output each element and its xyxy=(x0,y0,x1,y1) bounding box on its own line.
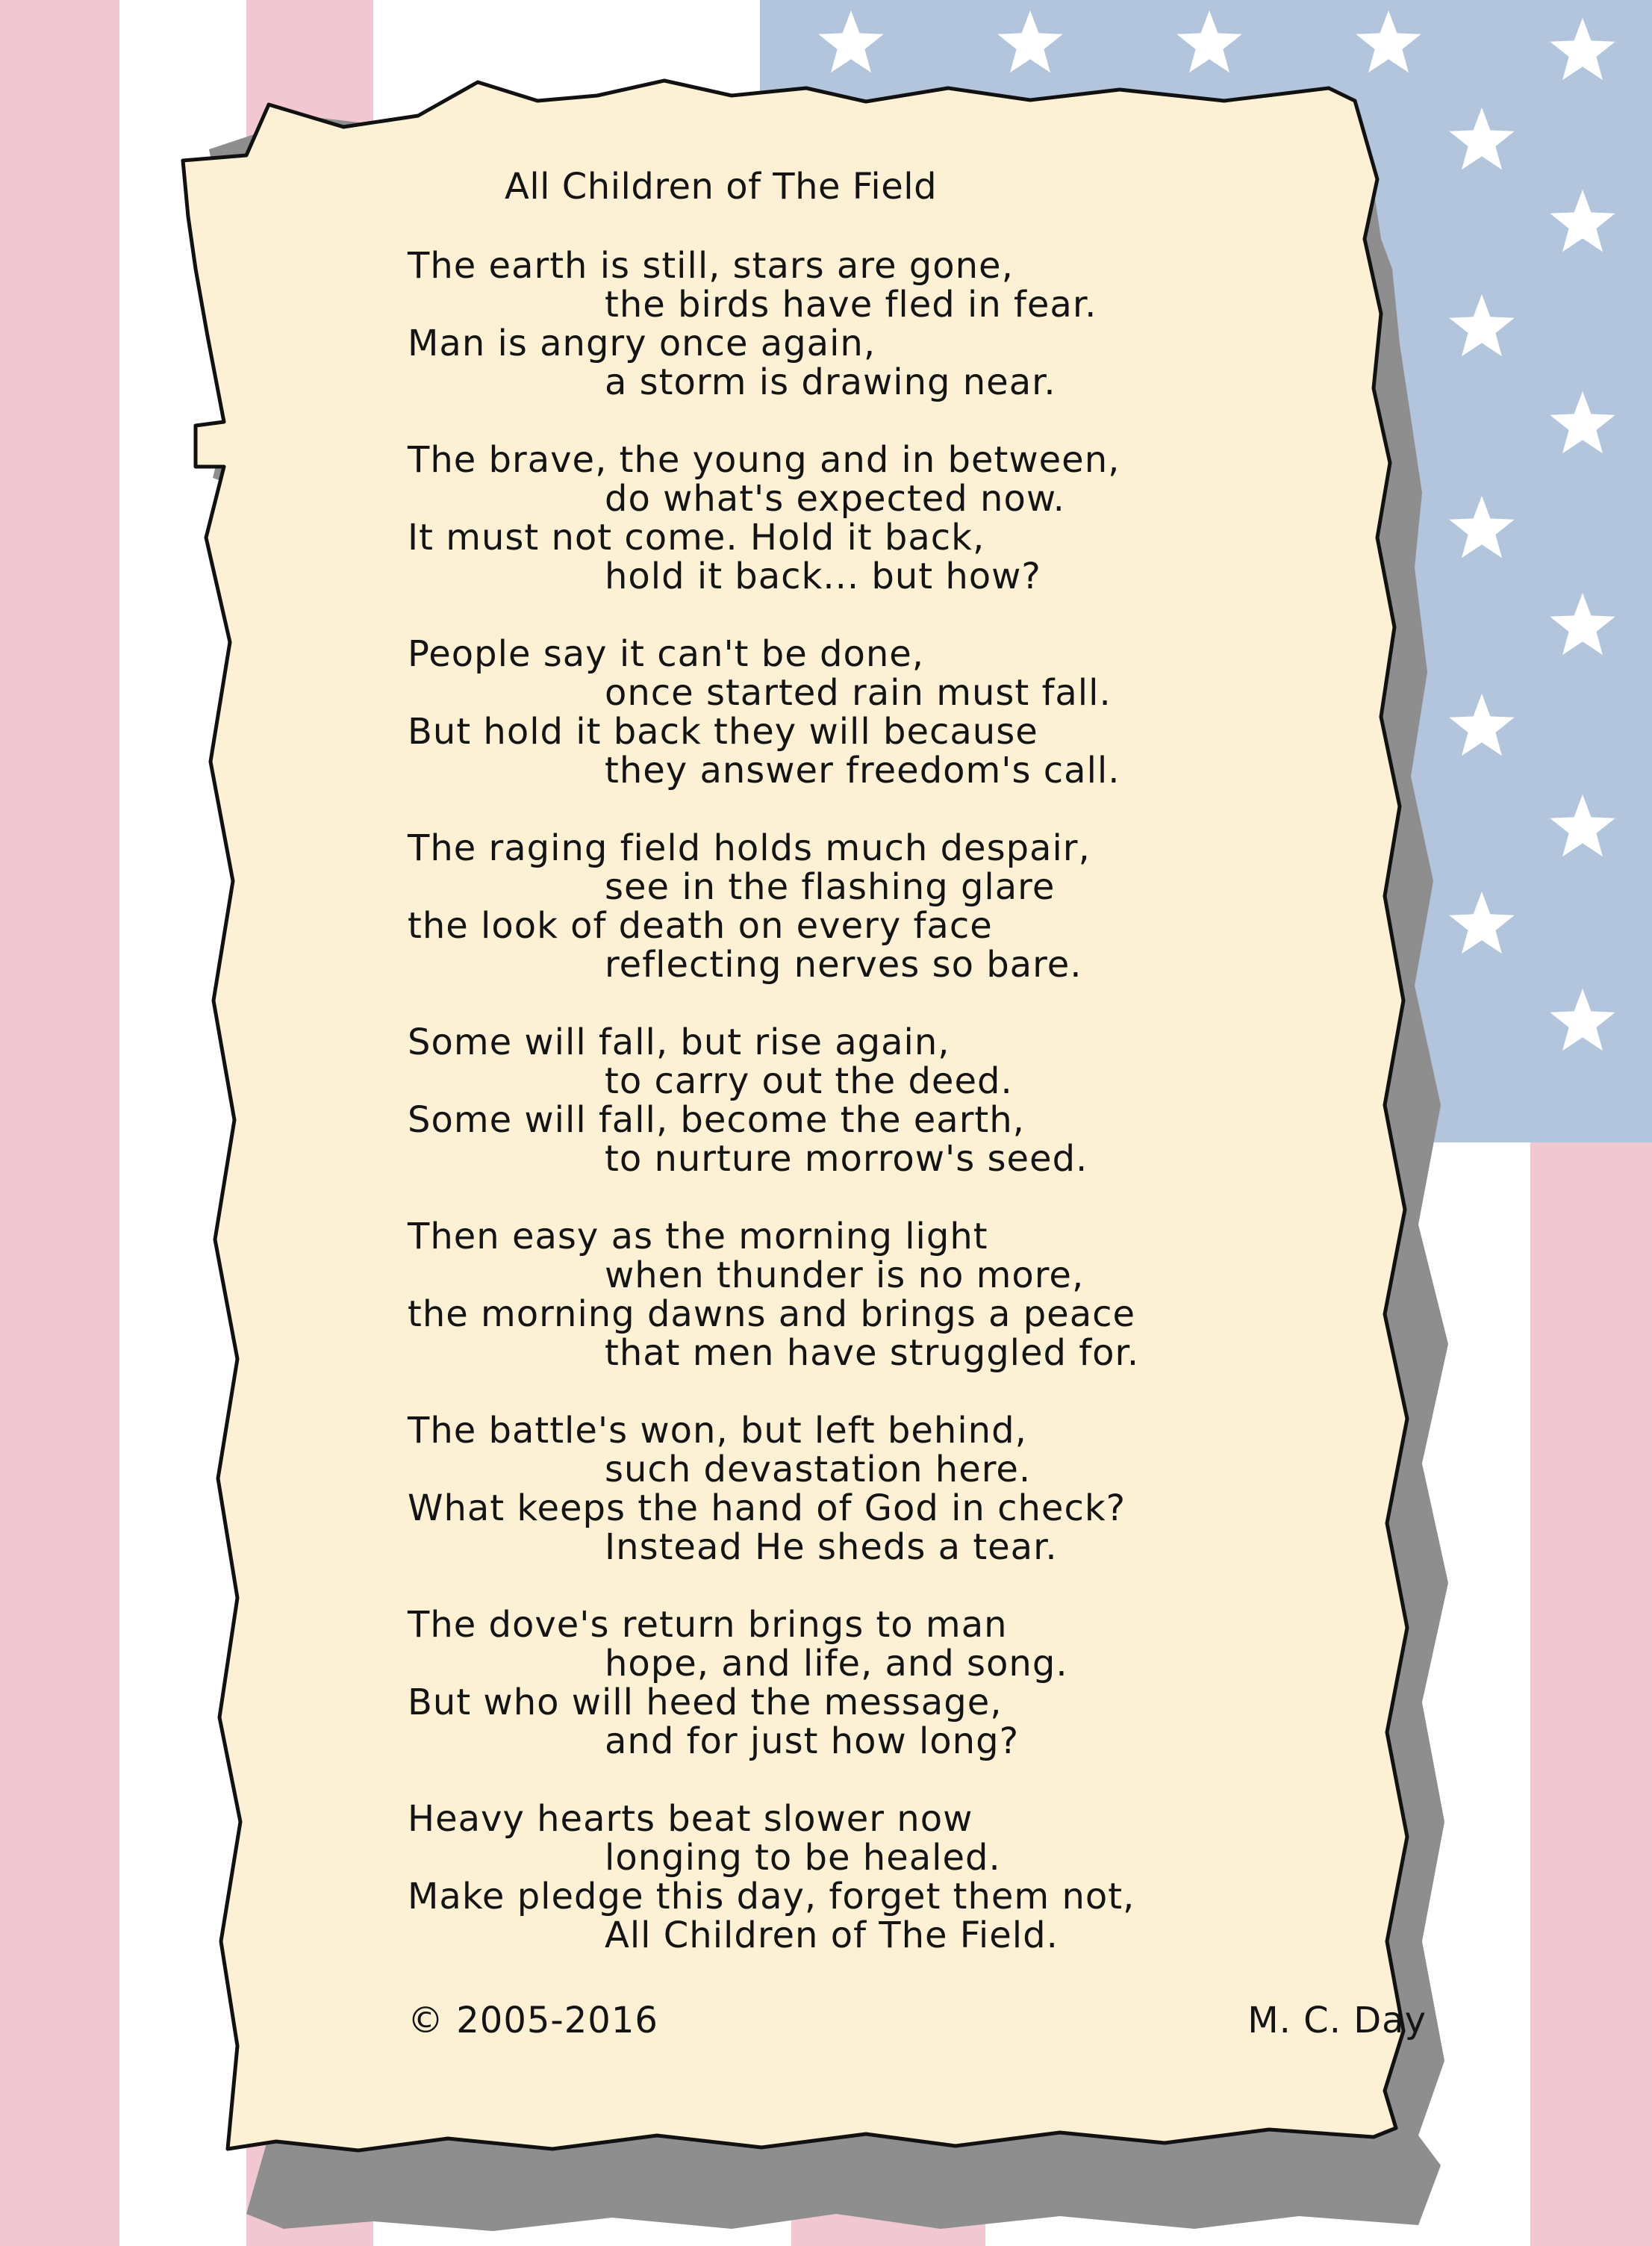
poem-line: What keeps the hand of God in check? xyxy=(408,1487,1126,1529)
poem-line: The battle's won, but left behind, xyxy=(408,1410,1027,1452)
poem-line: People say it can't be done, xyxy=(408,633,925,675)
poem-line: Heavy hearts beat slower now xyxy=(408,1798,973,1840)
stanza xyxy=(408,1217,1378,1372)
poem-line: Instead He sheds a tear. xyxy=(605,1526,1058,1568)
poem-line: The earth is still, stars are gone, xyxy=(408,245,1014,287)
stanza xyxy=(408,829,1378,984)
poem-line: the look of death on every face xyxy=(408,905,993,947)
poem-line: longing to be healed. xyxy=(605,1837,1001,1879)
poem-line: Then easy as the morning light xyxy=(408,1216,988,1257)
poem-line: Make pledge this day, forget them not, xyxy=(408,1876,1135,1917)
poem-line: hope, and life, and song. xyxy=(605,1643,1068,1684)
poem-line: The dove's return brings to man xyxy=(408,1604,1008,1646)
red-stripe xyxy=(0,0,119,2246)
poem-line: see in the flashing glare xyxy=(605,866,1056,908)
poem-line: to carry out the deed. xyxy=(605,1060,1013,1102)
poem-line: that men have struggled for. xyxy=(605,1332,1140,1374)
poem-line: But hold it back they will because xyxy=(408,711,1038,753)
stanza xyxy=(408,441,1378,596)
poem-line: they answer freedom's call. xyxy=(605,750,1120,791)
poem-line: and for just how long? xyxy=(605,1720,1020,1762)
poem-line: hold it back... but how? xyxy=(605,556,1041,597)
copyright-notice: © 2005-2016 xyxy=(408,2000,658,2041)
poem-line: the morning dawns and brings a peace xyxy=(408,1293,1136,1335)
poem-body xyxy=(408,246,1378,1994)
poem-line: Man is angry once again, xyxy=(408,323,876,364)
poem-line: But who will heed the message, xyxy=(408,1682,1003,1723)
stanza xyxy=(408,1605,1378,1761)
stanza xyxy=(408,635,1378,790)
stanza xyxy=(408,1411,1378,1567)
author-name: M. C. Day xyxy=(1247,2000,1427,2041)
stanza xyxy=(408,1799,1378,1955)
stanza xyxy=(408,1023,1378,1178)
poem-line: when thunder is no more, xyxy=(605,1254,1085,1296)
poem-line: reflecting nerves so bare. xyxy=(605,944,1082,986)
poem-line: a storm is drawing near. xyxy=(605,361,1056,403)
poem-line: The brave, the young and in between, xyxy=(408,439,1120,481)
poem-line: The raging field holds much despair, xyxy=(408,827,1091,869)
poem-line: do what's expected now. xyxy=(605,478,1065,520)
poem-line: Some will fall, become the earth, xyxy=(408,1099,1025,1141)
poem-line: Some will fall, but rise again, xyxy=(408,1021,950,1063)
stanza xyxy=(408,246,1378,402)
poem-line: the birds have fled in fear. xyxy=(605,284,1097,326)
poem-line: such devastation here. xyxy=(605,1449,1032,1490)
poem-line: to nurture morrow's seed. xyxy=(605,1138,1088,1180)
poem-line: It must not come. Hold it back, xyxy=(408,517,985,559)
poem-line: once started rain must fall. xyxy=(605,672,1112,714)
poem-line: All Children of The Field. xyxy=(605,1914,1059,1956)
poem-title: All Children of The Field xyxy=(505,166,938,208)
